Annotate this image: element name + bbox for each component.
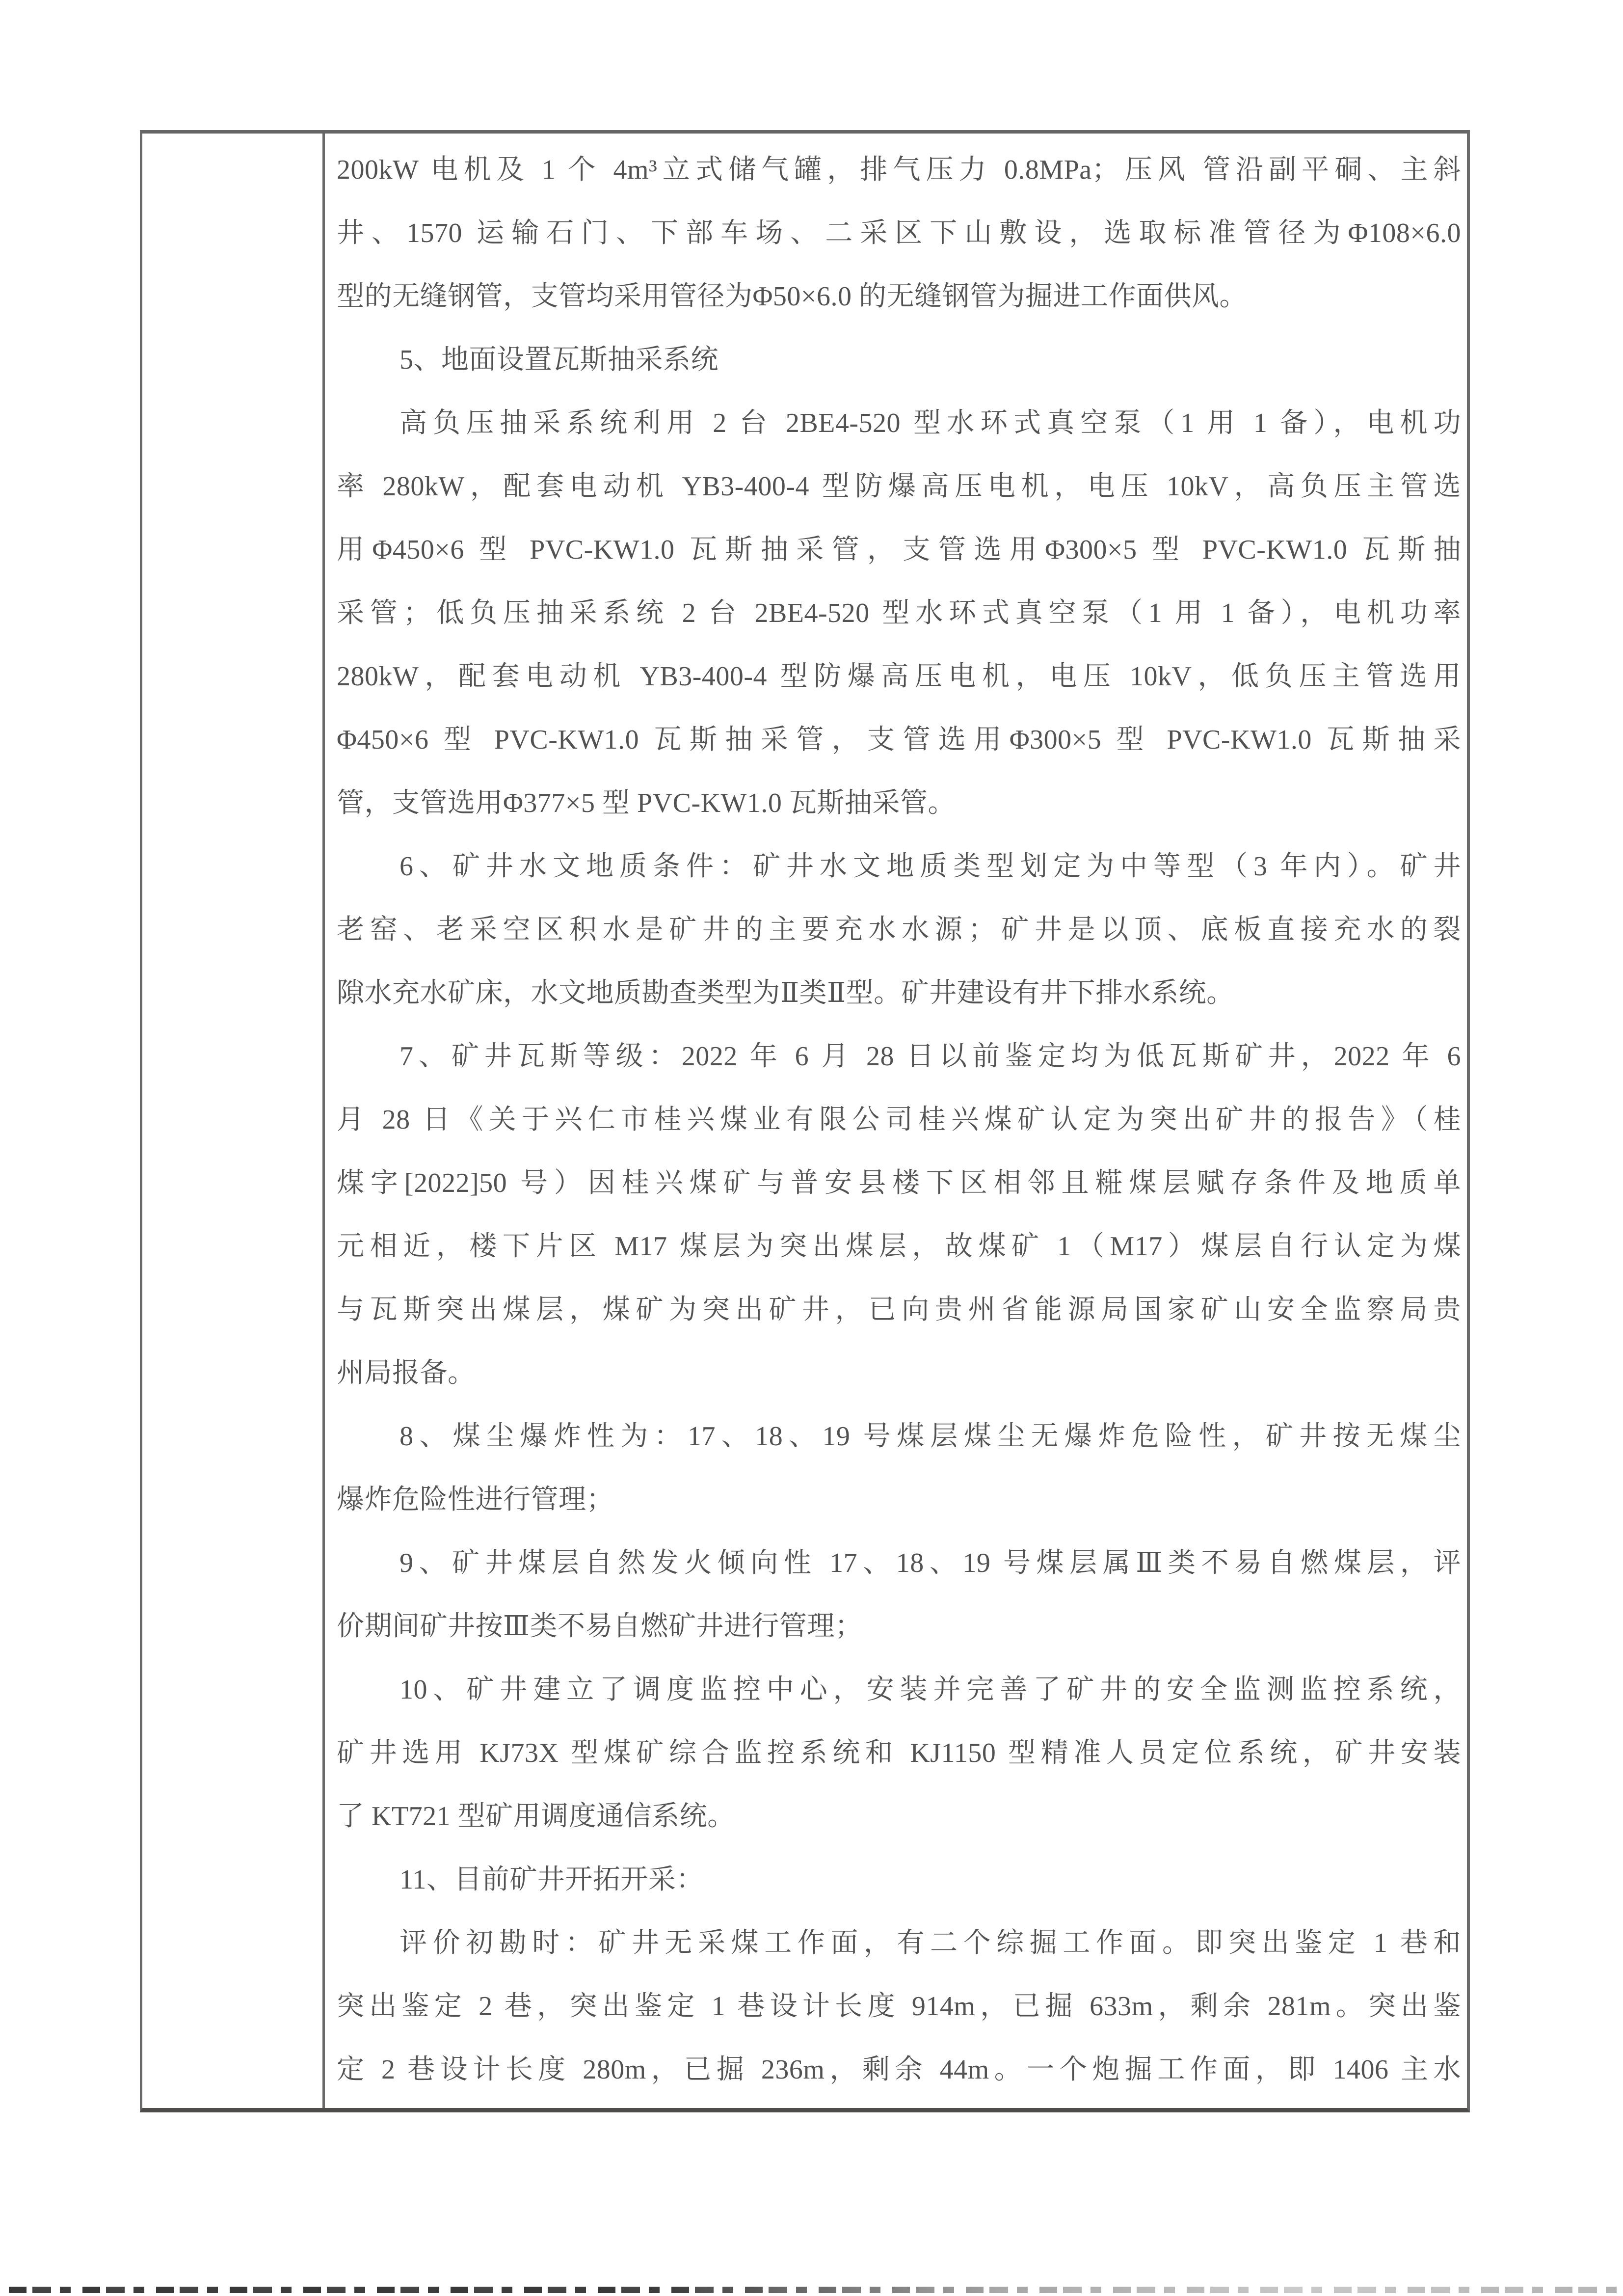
text-line: 突出鉴定 2 巷，突出鉴定 1 巷设计长度 914m，已掘 633m，剩余 281m。突出鉴 <box>337 1991 1461 2022</box>
text-line: 10、矿井建立了调度监控中心，安装并完善了矿井的安全监测监控系统， <box>399 1675 1461 1705</box>
text-line: 11、目前矿井开拓开采： <box>399 1864 704 1895</box>
text-line: 7、矿井瓦斯等级：2022 年 6 月 28 日以前鉴定均为低瓦斯矿井，2022 年 6 <box>399 1041 1461 1072</box>
text-line: 元相近，楼下片区 M17 煤层为突出煤层，故煤矿 1（M17）煤层自行认定为煤 <box>337 1231 1461 1262</box>
scanner-edge-artifact <box>9 2287 1623 2293</box>
text-line: 矿井选用 KJ73X 型煤矿综合监控系统和 KJ1150 型精准人员定位系统，矿井安装 <box>337 1738 1461 1768</box>
text-line: 用Φ450×6 型 PVC-KW1.0 瓦斯抽采管，支管选用Φ300×5 型 PVC-KW1.0 瓦斯抽 <box>337 535 1461 565</box>
text-line: 率 280kW，配套电动机 YB3-400-4 型防爆高压电机，电压 10kV，高负压主管选 <box>337 471 1461 502</box>
text-line: 8、煤尘爆炸性为：17、18、19 号煤层煤尘无爆炸危险性，矿井按无煤尘 <box>399 1421 1461 1452</box>
text-line: 型的无缝钢管，支管均采用管径为Φ50×6.0 的无缝钢管为掘进工作面供风。 <box>337 281 1248 312</box>
text-line: 隙水充水矿床，水文地质勘查类型为Ⅱ类Ⅱ型。矿井建设有井下排水系统。 <box>337 978 1234 1008</box>
text-line: 9、矿井煤层自然发火倾向性 17、18、19 号煤层属Ⅲ类不易自燃煤层，评 <box>399 1548 1461 1578</box>
text-line: 5、地面设置瓦斯抽采系统 <box>399 345 718 375</box>
text-line: 了 KT721 型矿用调度通信系统。 <box>337 1801 735 1832</box>
text-line: 200kW 电机及 1 个 4m³立式储气罐，排气压力 0.8MPa；压风 管沿副平硐、主斜 <box>337 155 1461 185</box>
text-line: 与瓦斯突出煤层，煤矿为突出矿井，已向贵州省能源局国家矿山安全监察局贵 <box>337 1295 1461 1325</box>
text-line: 评价初勘时：矿井无采煤工作面，有二个综掘工作面。即突出鉴定 1 巷和 <box>399 1928 1461 1958</box>
text-line: 价期间矿井按Ⅲ类不易自燃矿井进行管理； <box>337 1611 863 1642</box>
text-line: 月 28 日《关于兴仁市桂兴煤业有限公司桂兴煤矿认定为突出矿井的报告》（桂 <box>337 1105 1461 1135</box>
table-content-cell <box>325 134 1467 2108</box>
text-line: 6、矿井水文地质条件：矿井水文地质类型划定为中等型（3 年内）。矿井 <box>399 851 1461 882</box>
text-line: 井、1570 运输石门、下部车场、二采区下山敷设，选取标准管径为Φ108×6.0 <box>337 218 1461 248</box>
text-line: 高负压抽采系统利用 2 台 2BE4-520 型水环式真空泵（1 用 1 备），电机功 <box>399 408 1461 438</box>
text-line: 定 2 巷设计长度 280m，已掘 236m，剩余 44m。一个炮掘工作面，即 1406 主水 <box>337 2054 1461 2085</box>
text-line: 爆炸危险性进行管理； <box>337 1485 614 1515</box>
table-empty-cell <box>142 134 325 2108</box>
document-table <box>140 130 1470 2112</box>
text-line: 管，支管选用Φ377×5 型 PVC-KW1.0 瓦斯抽采管。 <box>337 788 956 818</box>
text-line: 煤字[2022]50 号）因桂兴煤矿与普安县楼下区相邻且糚煤层赋存条件及地质单 <box>337 1168 1461 1198</box>
text-line: 采管；低负压抽采系统 2 台 2BE4-520 型水环式真空泵（1 用 1 备），电机功率 <box>337 598 1461 628</box>
text-line: 州局报备。 <box>337 1358 476 1388</box>
text-line: 280kW，配套电动机 YB3-400-4 型防爆高压电机，电压 10kV，低负压主管选用 <box>337 661 1461 692</box>
text-line: Φ450×6 型 PVC-KW1.0 瓦斯抽采管，支管选用Φ300×5 型 PVC-KW1.0 瓦斯抽采 <box>337 725 1461 755</box>
text-line: 老窑、老采空区积水是矿井的主要充水水源；矿井是以顶、底板直接充水的裂 <box>337 915 1461 945</box>
